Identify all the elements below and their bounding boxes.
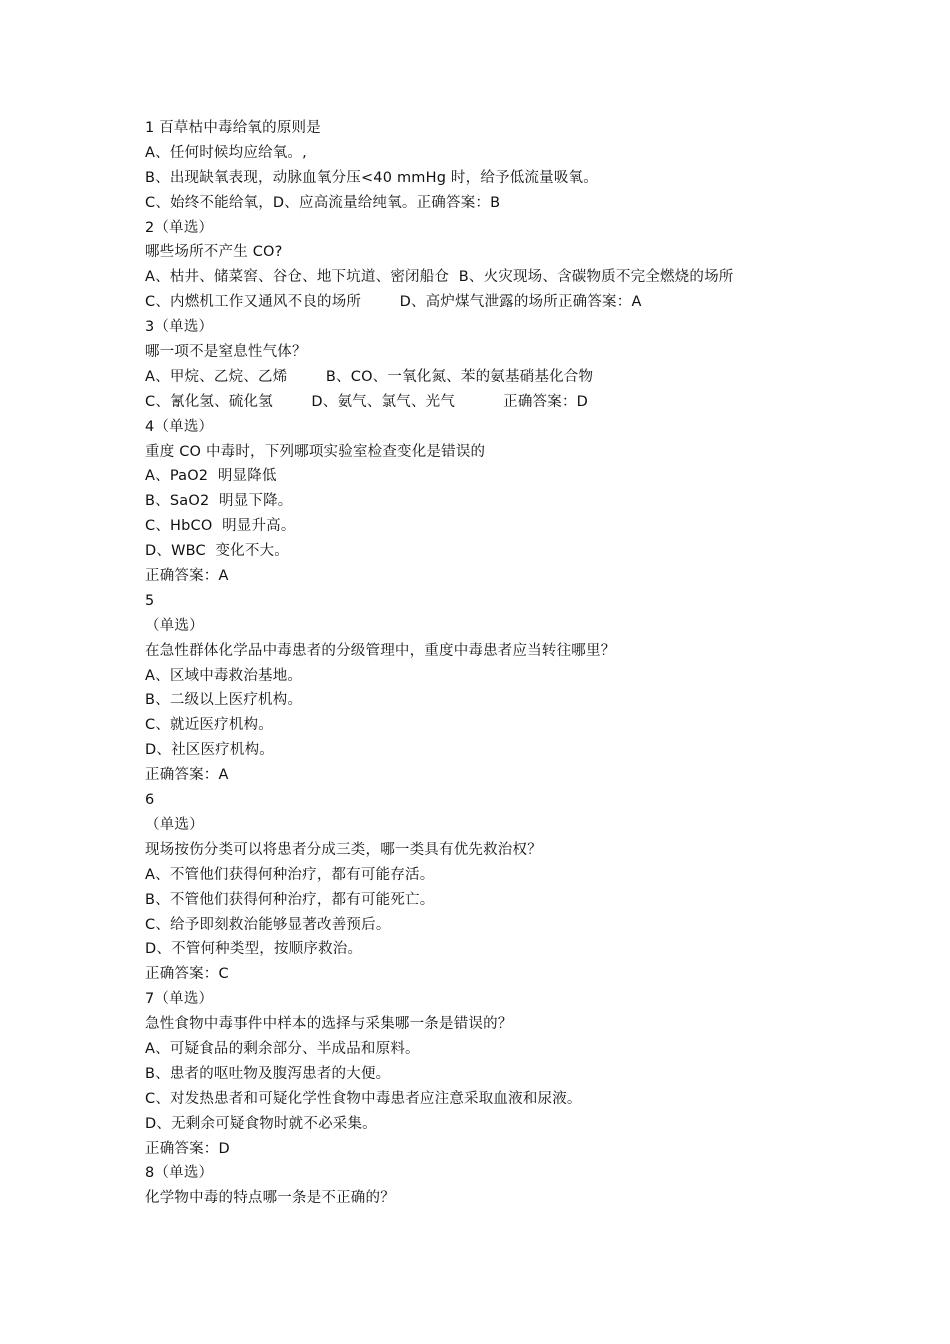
question-1-option-a: A、任何时候均应给氧。, (145, 144, 307, 161)
question-8-header: 8（单选） (145, 1165, 214, 1182)
question-5-option-a: A、区域中毒救治基地。 (145, 667, 303, 684)
question-7-stem: 急性食物中毒事件中样本的选择与采集哪一条是错误的？ (145, 1016, 513, 1033)
question-1-stem: 1 百草枯中毒给氧的原则是 (145, 120, 321, 136)
question-6-type: （单选） (145, 816, 204, 833)
question-4-answer: 正确答案：A (145, 568, 229, 585)
question-2-options-ab: A、枯井、储菜窖、谷仓、地下坑道、密闭船仓 B、火灾现场、含碳物质不完全燃烧的场所 (145, 269, 734, 286)
question-5-answer: 正确答案：A (145, 767, 229, 784)
question-7-option-c: C、对发热患者和可疑化学性食物中毒患者应注意采取血液和尿液。 (145, 1090, 582, 1107)
question-3-stem: 哪一项不是窒息性气体？ (145, 344, 307, 361)
question-5-type: （单选） (145, 617, 204, 634)
question-4-header: 4（单选） (145, 418, 214, 435)
question-5-stem: 在急性群体化学品中毒患者的分级管理中，重度中毒患者应当转往哪里？ (145, 642, 616, 659)
question-3-options-ab: A、甲烷、乙烷、乙烯 B、CO、一氧化氮、苯的氨基硝基化合物 (145, 368, 594, 385)
question-5-option-b: B、二级以上医疗机构。 (145, 692, 303, 709)
question-4-option-d: D、WBC 变化不大。 (145, 543, 289, 560)
question-5-option-d: D、社区医疗机构。 (145, 742, 274, 759)
question-1-options-cd-answer: C、始终不能给氧，D、应高流量给纯氧。正确答案：B (145, 194, 501, 211)
question-2-stem: 哪些场所不产生 CO? (145, 244, 283, 261)
question-4-option-c: C、HbCO 明显升高。 (145, 518, 296, 535)
question-7-option-a: A、可疑食品的剩余部分、半成品和原料。 (145, 1040, 420, 1057)
question-3-header: 3（单选） (145, 319, 214, 336)
question-4-option-b: B、SaO2 明显下降。 (145, 493, 293, 510)
question-8-stem: 化学物中毒的特点哪一条是不正确的？ (145, 1190, 395, 1207)
question-7-option-d: D、无剩余可疑食物时就不必采集。 (145, 1115, 377, 1132)
question-5-option-c: C、就近医疗机构。 (145, 717, 273, 734)
question-2-header: 2（单选） (145, 219, 214, 236)
question-7-header: 7（单选） (145, 991, 214, 1008)
question-7-option-b: B、患者的呕吐物及腹泻患者的大便。 (145, 1065, 391, 1082)
question-5-number: 5 (145, 592, 155, 609)
question-7-answer: 正确答案：D (145, 1140, 230, 1157)
question-6-answer: 正确答案：C (145, 966, 229, 983)
question-2-options-cd-answer: C、内燃机工作又通风不良的场所 D、高炉煤气泄露的场所正确答案：A (145, 294, 642, 311)
question-6-option-b: B、不管他们获得何种治疗，都有可能死亡。 (145, 891, 435, 908)
question-6-number: 6 (145, 792, 155, 809)
question-6-option-c: C、给予即刻救治能够显著改善预后。 (145, 916, 391, 933)
question-1-option-b: B、出现缺氧表现，动脉血氧分压<40 mmHg 时，给予低流量吸氧。 (145, 169, 598, 186)
question-6-stem: 现场按伤分类可以将患者分成三类，哪一类具有优先救治权？ (145, 841, 542, 858)
document-body (145, 116, 925, 1211)
question-6-option-a: A、不管他们获得何种治疗，都有可能存活。 (145, 866, 435, 883)
question-6-option-d: D、不管何种类型，按顺序救治。 (145, 941, 363, 958)
question-4-stem: 重度 CO 中毒时，下列哪项实验室检查变化是错误的 (145, 443, 486, 460)
question-3-options-cd-answer: C、氰化氢、硫化氢 D、氨气、氯气、光气 正确答案：D (145, 393, 589, 410)
question-4-option-a: A、PaO2 明显降低 (145, 468, 277, 485)
